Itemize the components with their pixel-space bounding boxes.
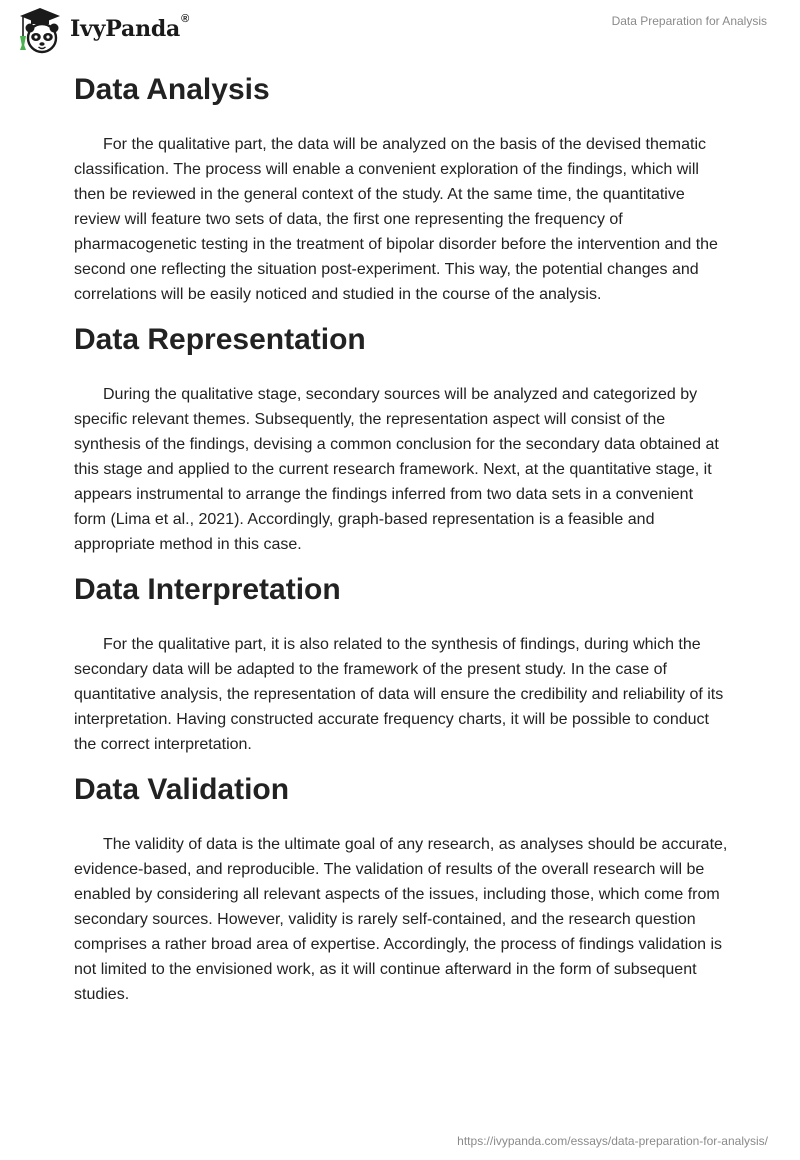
section-data-interpretation bbox=[74, 570, 728, 757]
brand-name: IvyPanda® bbox=[70, 13, 190, 42]
section-heading: Data Representation bbox=[74, 323, 366, 356]
panda-graduate-logo-icon bbox=[14, 6, 66, 54]
source-url-link[interactable]: https://ivypanda.com/essays/data-preparation-for-analysis/ bbox=[457, 1134, 768, 1148]
section-paragraph: For the qualitative part, it is also related to the synthesis of findings, during which the secondary data will be adapted to the framework of the present study. In the case of quantitative analysis, the representation of data will ensure the credibility and reliability of its interpretation. Having constructed accurate frequency charts, it will be possible to conduct the correct interpretation. bbox=[74, 636, 724, 753]
section-data-validation bbox=[74, 770, 728, 1007]
brand-logo[interactable] bbox=[14, 6, 189, 54]
essay-content bbox=[74, 70, 728, 1007]
section-heading: Data Analysis bbox=[74, 73, 270, 106]
document-title: Data Preparation for Analysis bbox=[611, 14, 767, 28]
section-heading: Data Validation bbox=[74, 773, 290, 806]
registered-mark: ® bbox=[181, 13, 190, 25]
section-paragraph: The validity of data is the ultimate goal of any research, as analyses should be accurate, evidence-based, and reproducible. The validation of results of the overall research will be enabled by considering all relevant aspects of the issues, including those, which come from secondary sources. However, validity is rarely self-contained, and the research question comprises a rather broad area of expertise. Accordingly, the process of findings validation is not limited to the envisioned work, as it will continue afterward in the form of subsequent studies. bbox=[74, 836, 728, 1003]
section-data-representation bbox=[74, 320, 728, 557]
section-heading: Data Interpretation bbox=[74, 573, 341, 606]
section-paragraph: During the qualitative stage, secondary sources will be analyzed and categorized by specific relevant themes. Subsequently, the representation aspect will consist of the synthesis of the findings, devising a common conclusion for the secondary data obtained at this stage and applied to the current research framework. Next, at the quantitative stage, it appears instrumental to arrange the findings inferred from two data sets in a convenient form (Lima et al., 2021). Accordingly, graph-based representation is a feasible and appropriate method in this case. bbox=[74, 386, 719, 553]
page-header bbox=[0, 0, 800, 56]
section-paragraph: For the qualitative part, the data will be analyzed on the basis of the devised thematic classification. The process will enable a convenient exploration of the findings, which will then be reviewed in the general context of the study. At the same time, the quantitative review will feature two sets of data, the first one representing the frequency of pharmacogenetic testing in the treatment of bipolar disorder before the intervention and the second one reflecting the situation post-experiment. This way, the potential changes and correlations will be easily noticed and studied in the course of the analysis. bbox=[74, 136, 718, 303]
section-data-analysis bbox=[74, 70, 728, 307]
